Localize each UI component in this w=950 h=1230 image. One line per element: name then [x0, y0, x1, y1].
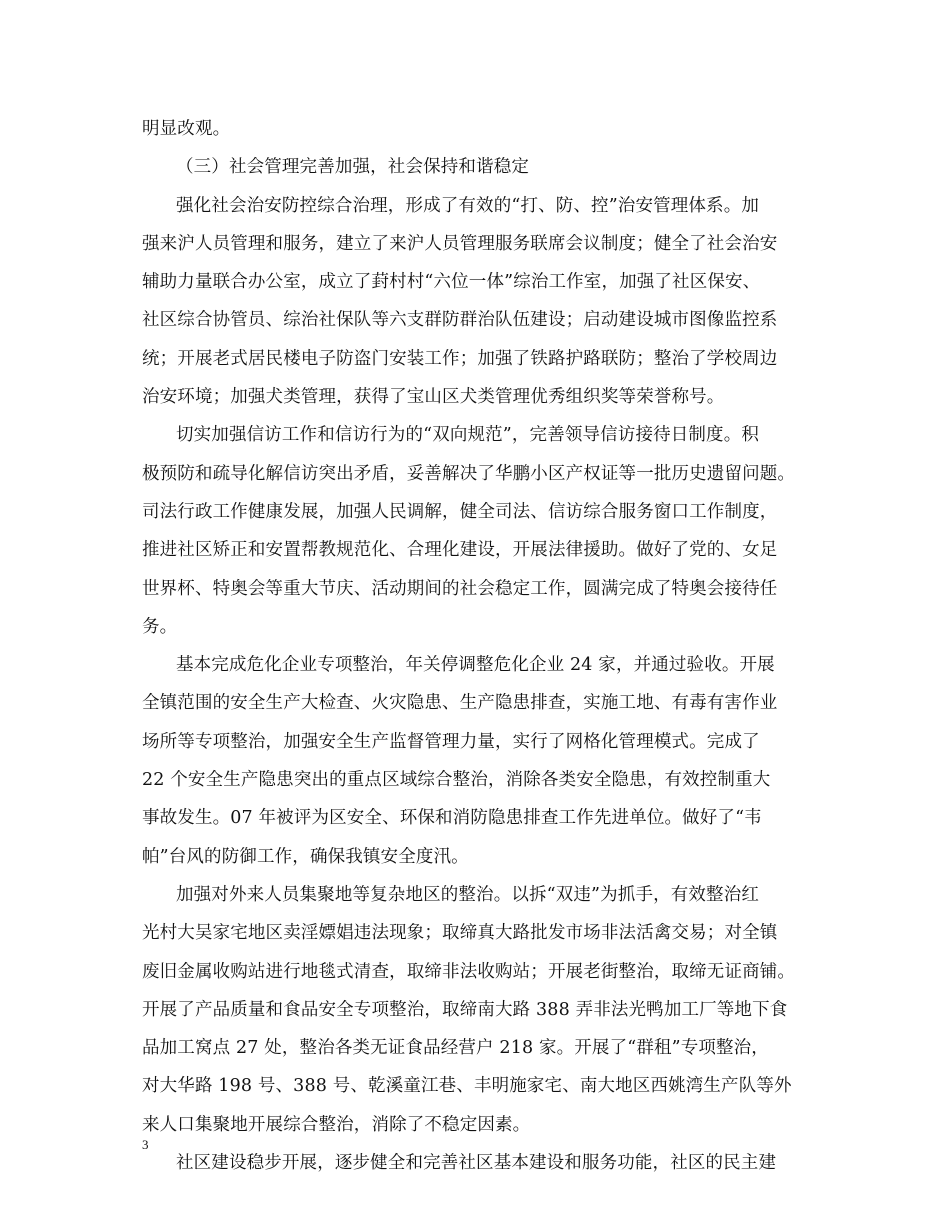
- paragraph-first-line: 基本完成危化企业专项整治，年关停调整危化企业 24 家，并通过验收。开展: [176, 655, 775, 676]
- paragraph-line: 统；开展老式居民楼电子防盗门安装工作；加强了铁路护路联防；整治了学校周边: [142, 348, 778, 369]
- paragraph-line: 推进社区矫正和安置帮教规范化、合理化建设，开展法律援助。做好了党的、女足: [142, 540, 778, 561]
- paragraph-line: 来人口集聚地开展综合整治，消除了不稳定因素。: [142, 1114, 531, 1135]
- paragraph-line: 强来沪人员管理和服务，建立了来沪人员管理服务联席会议制度；健全了社会治安: [142, 233, 778, 254]
- page-number: 3: [142, 1137, 149, 1152]
- paragraph-line: 社区综合协管员、综治社保队等六支群防群治队伍建设；启动建设城市图像监控系: [142, 310, 778, 331]
- paragraph-line: 明显改观。: [142, 119, 231, 139]
- document-body: [142, 110, 826, 1182]
- paragraph-first-line: 强化社会治安防控综合治理，形成了有效的“打、防、控”治安管理体系。加: [176, 195, 759, 216]
- paragraph-line: 治安环境；加强犬类管理，获得了宝山区犬类管理优秀组织奖等荣誉称号。: [142, 387, 725, 408]
- paragraph-line: 极预防和疏导化解信访突出矛盾，妥善解决了华鹏小区产权证等一批历史遗留问题。: [142, 463, 796, 484]
- paragraph-first-line: 社区建设稳步开展，逐步健全和完善社区基本建设和服务功能，社区的民主建: [176, 1153, 777, 1174]
- paragraph-line: 辅助力量联合办公室，成立了葑村村“六位一体”综治工作室，加强了社区保安、: [142, 272, 761, 293]
- paragraph-line: 帕”台风的防御工作，确保我镇安全度汛。: [142, 846, 469, 867]
- paragraph-line: 全镇范围的安全生产大检查、火灾隐患、生产隐患排查，实施工地、有毒有害作业: [142, 693, 778, 714]
- paragraph-line: 品加工窝点 27 处，整治各类无证食品经营户 218 家。开展了“群租”专项整治，: [142, 1038, 769, 1059]
- paragraph-line: 光村大吴家宅地区卖淫嫖娼违法现象；取缔真大路批发市场非法活禽交易；对全镇: [142, 923, 778, 944]
- paragraph-line: 场所等专项整治，加强安全生产监督管理力量，实行了网格化管理模式。完成了: [142, 731, 760, 752]
- paragraph-first-line: （三）社会管理完善加强，社会保持和谐稳定: [176, 157, 529, 178]
- paragraph-line: 废旧金属收购站进行地毯式清查，取缔非法收购站；开展老街整治，取缔无证商铺。: [142, 961, 796, 982]
- paragraph-line: 务。: [142, 616, 178, 637]
- paragraph-first-line: 切实加强信访工作和信访行为的“双向规范”，完善领导信访接待日制度。积: [176, 425, 759, 446]
- paragraph-first-line: 加强对外来人员集聚地等复杂地区的整治。以拆“双违”为抓手，有效整治红: [176, 884, 759, 905]
- paragraph-line: 事故发生。07 年被评为区安全、环保和消防隐患排查工作先进单位。做好了“韦: [142, 808, 762, 829]
- paragraph-line: 开展了产品质量和食品安全专项整治，取缔南大路 388 弄非法光鸭加工厂等地下食: [142, 999, 788, 1020]
- paragraph-line: 世界杯、特奥会等重大节庆、活动期间的社会稳定工作，圆满完成了特奥会接待任: [142, 578, 778, 599]
- paragraph-line: 司法行政工作健康发展，加强人民调解，健全司法、信访综合服务窗口工作制度，: [142, 501, 778, 522]
- paragraph-line: 22 个安全生产隐患突出的重点区域综合整治，消除各类安全隐患，有效控制重大: [142, 770, 771, 791]
- paragraph-line: 对大华路 198 号、388 号、乾溪童江巷、丰明施家宅、南大地区西姚湾生产队等外: [142, 1076, 792, 1097]
